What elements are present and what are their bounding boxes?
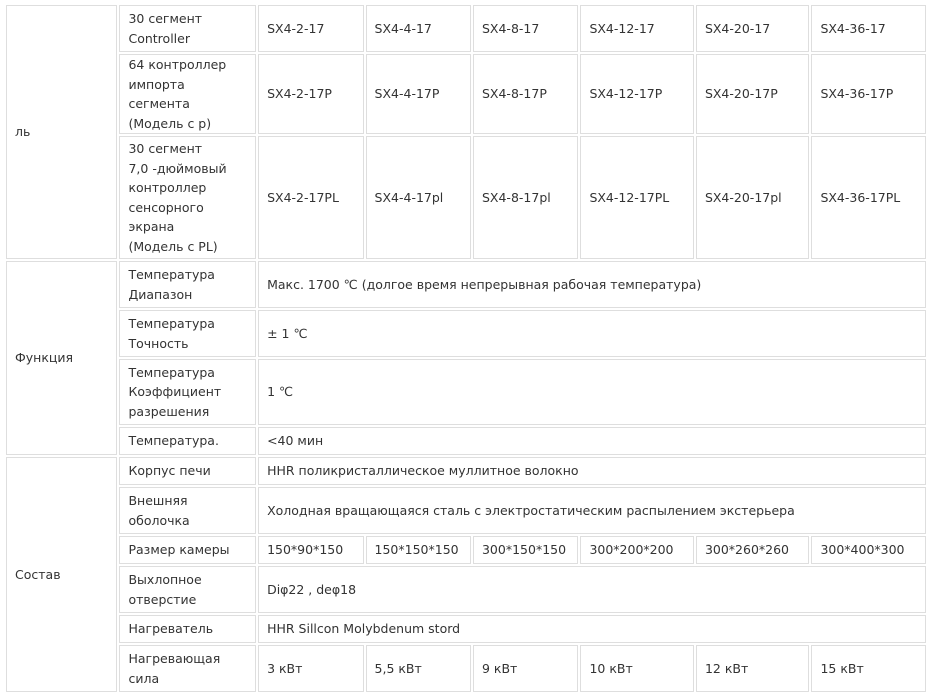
table-cell: SX4-4-17pl xyxy=(366,136,471,259)
table-row xyxy=(6,487,926,534)
spec-table xyxy=(4,3,928,694)
table-cell: SX4-8-17P xyxy=(473,54,578,134)
table-row xyxy=(6,310,926,357)
table-cell: HHR поликристаллическое муллитное волокно xyxy=(258,457,926,485)
table-cell: 300*400*300 xyxy=(811,536,926,564)
table-cell: 10 кВт xyxy=(580,645,694,692)
table-cell: Макс. 1700 ℃ (долгое время непрерывная рабочая температура) xyxy=(258,261,926,308)
table-cell: 300*150*150 xyxy=(473,536,578,564)
table-cell: SX4-12-17P xyxy=(580,54,694,134)
table-row xyxy=(6,359,926,425)
row-label-temp-time: Температура. xyxy=(119,427,256,455)
table-row xyxy=(6,566,926,613)
table-cell: SX4-8-17 xyxy=(473,5,578,52)
table-cell: 150*90*150 xyxy=(258,536,363,564)
group-label-control: ль xyxy=(6,5,117,259)
table-row xyxy=(6,54,926,134)
table-cell: SX4-2-17PL xyxy=(258,136,363,259)
table-cell: SX4-20-17P xyxy=(696,54,810,134)
table-cell: SX4-2-17P xyxy=(258,54,363,134)
table-row xyxy=(6,457,926,485)
table-cell: 3 кВт xyxy=(258,645,363,692)
table-cell: SX4-36-17PL xyxy=(811,136,926,259)
table-cell: 12 кВт xyxy=(696,645,810,692)
table-cell: SX4-4-17 xyxy=(366,5,471,52)
group-label-function: Функция xyxy=(6,261,117,455)
table-cell: SX4-12-17PL xyxy=(580,136,694,259)
group-label-composition: Состав xyxy=(6,457,117,692)
table-cell: 15 кВт xyxy=(811,645,926,692)
table-cell: 300*260*260 xyxy=(696,536,810,564)
table-cell: ± 1 ℃ xyxy=(258,310,926,357)
table-row xyxy=(6,615,926,643)
row-label-temp-resolution: Температура Коэффициент разрешения xyxy=(119,359,256,425)
table-row xyxy=(6,536,926,564)
table-cell: Diφ22 , deφ18 xyxy=(258,566,926,613)
row-label-furnace-body: Корпус печи xyxy=(119,457,256,485)
row-label-controller-pl: 30 сегмент 7,0 -дюймовый контроллер сенсорного экрана (Модель с PL) xyxy=(119,136,256,259)
row-label-heater: Нагреватель xyxy=(119,615,256,643)
table-cell: 1 ℃ xyxy=(258,359,926,425)
row-label-controller-p: 64 контроллер импорта сегмента (Модель с р) xyxy=(119,54,256,134)
table-cell: HHR Sillcon Molybdenum stord xyxy=(258,615,926,643)
table-cell: 5,5 кВт xyxy=(366,645,471,692)
row-label-temp-accuracy: Температура Точность xyxy=(119,310,256,357)
table-cell: SX4-36-17 xyxy=(811,5,926,52)
table-row xyxy=(6,261,926,308)
table-row xyxy=(6,645,926,692)
row-label-controller: 30 сегмент Controller xyxy=(119,5,256,52)
table-cell: Холодная вращающаяся сталь с электростатическим распылением экстерьера xyxy=(258,487,926,534)
table-row xyxy=(6,5,926,52)
table-cell: 9 кВт xyxy=(473,645,578,692)
row-label-chamber-size: Размер камеры xyxy=(119,536,256,564)
table-cell: SX4-4-17P xyxy=(366,54,471,134)
row-label-temp-range: Температура Диапазон xyxy=(119,261,256,308)
table-cell: SX4-12-17 xyxy=(580,5,694,52)
table-cell: SX4-20-17 xyxy=(696,5,810,52)
table-cell: SX4-36-17P xyxy=(811,54,926,134)
row-label-power: Нагревающая сила xyxy=(119,645,256,692)
table-cell: SX4-8-17pl xyxy=(473,136,578,259)
table-row xyxy=(6,136,926,259)
row-label-exhaust: Выхлопное отверстие xyxy=(119,566,256,613)
table-cell: 300*200*200 xyxy=(580,536,694,564)
table-cell: SX4-2-17 xyxy=(258,5,363,52)
table-cell: 150*150*150 xyxy=(366,536,471,564)
table-cell: <40 мин xyxy=(258,427,926,455)
table-cell: SX4-20-17pl xyxy=(696,136,810,259)
table-row xyxy=(6,427,926,455)
row-label-outer-shell: Внешняя оболочка xyxy=(119,487,256,534)
